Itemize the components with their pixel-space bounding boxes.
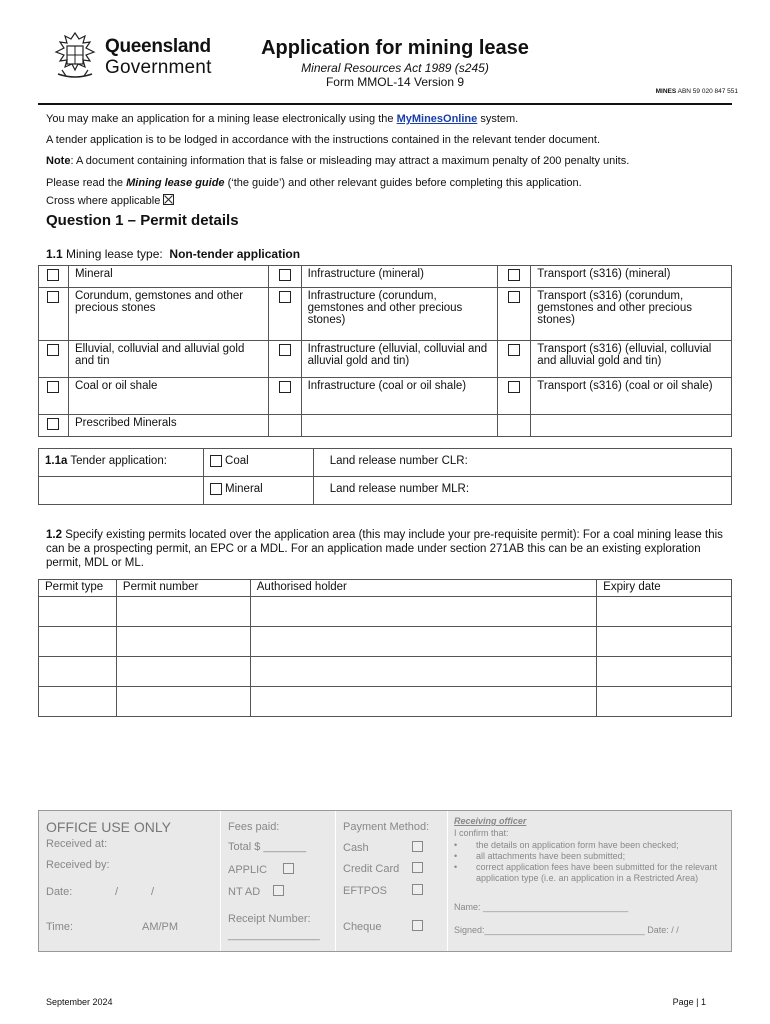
lease-row [39, 378, 732, 415]
lease-option: Mineral [68, 266, 268, 288]
permit-number-cell[interactable] [116, 597, 250, 627]
received-at-label: Received at: [46, 838, 108, 850]
applic-label: APPLIC [228, 864, 268, 876]
checkbox-credit-card[interactable] [412, 862, 423, 873]
queensland-government-logo [50, 30, 210, 82]
lease-option: Transport (s316) (elluvial, colluvial and alluvial gold and tin) [531, 341, 732, 378]
lease-option: Infrastructure (mineral) [301, 266, 498, 288]
existing-permits-table [38, 579, 732, 717]
abn-org: MINES [655, 88, 677, 95]
lease-option: Coal or oil shale [68, 378, 268, 415]
checkbox-infrastructure-coal[interactable] [279, 381, 291, 393]
authorised-holder-cell[interactable] [250, 657, 596, 687]
expiry-date-cell[interactable] [597, 597, 732, 627]
tender-coal-label: Coal [225, 455, 249, 468]
fees-paid-label: Fees paid: [228, 821, 280, 833]
receipt-number-label: Receipt Number: [228, 913, 311, 925]
lease-option: Transport (s316) (coal or oil shale) [531, 378, 732, 415]
lease-row [39, 415, 732, 437]
lease-option: Infrastructure (corundum, gemstones and other precious stones) [301, 288, 498, 341]
lease-option: Transport (s316) (mineral) [531, 266, 732, 288]
form-title: Application for mining lease [261, 37, 529, 59]
permit-number-cell[interactable] [116, 627, 250, 657]
page-number: Page | 1 [672, 997, 706, 1007]
mlr-field[interactable] [313, 477, 731, 505]
header-expiry-date: Expiry date [597, 580, 732, 597]
office-use-title: OFFICE USE ONLY [46, 819, 171, 835]
payment-method-label: Payment Method: [343, 821, 430, 833]
lease-row [39, 288, 732, 341]
question-1-heading: Question 1 – Permit details [46, 212, 239, 229]
form-number: Form MMOL-14 Version 9 [325, 75, 465, 89]
tender-mineral-cell [203, 477, 313, 505]
lease-option: Infrastructure (coal or oil shale) [301, 378, 498, 415]
tender-mineral-label: Mineral [225, 483, 263, 496]
checkbox-elluvial[interactable] [47, 344, 59, 356]
ntad-label: NT AD [228, 886, 261, 898]
authorised-holder-cell[interactable] [250, 597, 596, 627]
guide-line [46, 177, 582, 189]
q1-1a-label: Tender application: [67, 455, 167, 467]
intro-line-1-end: system. [477, 113, 519, 125]
checkbox-coal[interactable] [47, 381, 59, 393]
office-use-panel [38, 810, 732, 952]
abn-number: ABN 59 020 847 551 [677, 88, 738, 95]
header-authorised-holder: Authorised holder [250, 580, 596, 597]
cross-text: Cross where applicable [46, 195, 161, 207]
q1-2-body: Specify existing permits located over the application area (this may include your pre-requisite permit): For a coal mining lease this can be a prospecting permit, an EPC or a MDL. For an application made under section 271AB this can be an existing exploration permit, MDL or ML. [46, 529, 723, 569]
checkbox-corundum[interactable] [47, 291, 59, 303]
q1-2-text [46, 528, 726, 570]
list-item: correct application fees have been submitted for the relevant application type (i.e. an application in a Restricted Area) [476, 862, 718, 883]
permit-type-cell[interactable] [39, 597, 117, 627]
date-separator: / [151, 886, 155, 898]
checkbox-transport-coal[interactable] [508, 381, 520, 393]
table-row [39, 597, 732, 627]
received-by-label: Received by: [46, 859, 110, 871]
checkbox-infrastructure-corundum[interactable] [279, 291, 291, 303]
lease-type-table [38, 265, 732, 437]
lease-option: Elluvial, colluvial and alluvial gold and tin [68, 341, 268, 378]
time-label: Time: [46, 921, 74, 933]
crossed-box-icon [163, 194, 174, 205]
form-subtitle: Mineral Resources Act 1989 (s245) [301, 61, 489, 75]
abn-line [656, 88, 738, 95]
lease-option: Corundum, gemstones and other precious stones [68, 288, 268, 341]
checkbox-prescribed-minerals[interactable] [47, 418, 59, 430]
confirm-text: I confirm that: [454, 828, 509, 838]
mining-lease-guide: Mining lease guide [126, 177, 225, 189]
logo-text-government: Government [105, 57, 212, 78]
checkbox-cash[interactable] [412, 841, 423, 852]
officer-signed-field[interactable]: Signed:________________________________ Date: / / [454, 925, 679, 935]
checkbox-tender-coal[interactable] [210, 455, 222, 467]
mlr-label: Land release number MLR: [329, 483, 470, 495]
eftpos-label: EFTPOS [343, 885, 388, 897]
authorised-holder-cell[interactable] [250, 687, 596, 717]
checkbox-infrastructure-mineral[interactable] [279, 269, 291, 281]
header-rule [38, 103, 732, 105]
permit-number-cell[interactable] [116, 657, 250, 687]
tender-coal-cell [203, 449, 313, 477]
checkbox-transport-mineral[interactable] [508, 269, 520, 281]
cash-label: Cash [343, 842, 369, 854]
checkbox-ntad[interactable] [273, 885, 284, 896]
cheque-label: Cheque [343, 921, 382, 933]
permit-type-cell[interactable] [39, 657, 117, 687]
clr-label: Land release number CLR: [329, 455, 468, 467]
intro-line-1-text: You may make an application for a mining lease electronically using the [46, 113, 397, 125]
receipt-number-field[interactable]: _______________ [228, 929, 320, 941]
date-separator: / [115, 886, 119, 898]
checkbox-mineral[interactable] [47, 269, 59, 281]
checkbox-eftpos[interactable] [412, 884, 423, 895]
note-text: : A document containing information that is false or misleading may attract a maximum penalty of 200 penalty units. [70, 155, 630, 167]
note-label: Note [46, 155, 71, 167]
footer-date: September 2024 [46, 997, 113, 1007]
table-row [39, 627, 732, 657]
lease-row [39, 266, 732, 288]
clr-field[interactable] [313, 449, 731, 477]
expiry-date-cell[interactable] [597, 627, 732, 657]
note-line [46, 155, 629, 167]
lease-option: Prescribed Minerals [68, 415, 268, 437]
lease-option: Transport (s316) (corundum, gemstones and other precious stones) [531, 288, 732, 341]
ampm-label: AM/PM [142, 921, 179, 933]
receiving-officer-heading: Receiving officer [454, 816, 527, 826]
authorised-holder-cell[interactable] [250, 627, 596, 657]
checkbox-applic[interactable] [283, 863, 294, 874]
intro-line-1 [46, 113, 518, 125]
checkbox-transport-elluvial[interactable] [508, 344, 520, 356]
q1-1-number: 1.1 [46, 247, 63, 261]
table-row [39, 687, 732, 717]
tender-label-cell [39, 449, 204, 477]
expiry-date-cell[interactable] [597, 657, 732, 687]
guide-post: (‘the guide’) and other relevant guides before completing this application. [224, 177, 582, 189]
checkbox-tender-mineral[interactable] [210, 483, 222, 495]
list-item: the details on application form have been checked; [476, 840, 679, 850]
logo-text-queensland: Queensland [105, 36, 211, 57]
permit-type-cell[interactable] [39, 627, 117, 657]
guide-pre: Please read the [46, 177, 127, 189]
checkbox-infrastructure-elluvial[interactable] [279, 344, 291, 356]
cross-where-applicable [46, 194, 174, 207]
permit-number-cell[interactable] [116, 687, 250, 717]
lease-option: Infrastructure (elluvial, colluvial and alluvial gold and tin) [301, 341, 498, 378]
intro-line-2: A tender application is to be lodged in accordance with the instructions contained in the relevant tender document. [46, 134, 601, 146]
header-permit-number: Permit number [116, 580, 250, 597]
permits-header-row [39, 580, 732, 597]
table-row [39, 657, 732, 687]
coat-of-arms-icon [50, 30, 100, 82]
expiry-date-cell[interactable] [597, 687, 732, 717]
permit-type-cell[interactable] [39, 687, 117, 717]
q1-2-number: 1.2 [46, 529, 62, 541]
q1-1a-number: 1.1a [45, 455, 68, 467]
lease-row [39, 341, 732, 378]
credit-card-label: Credit Card [343, 863, 400, 875]
q1-1-line [46, 247, 300, 261]
header-permit-type: Permit type [39, 580, 117, 597]
date-label: Date: [46, 886, 73, 898]
checkbox-transport-corundum[interactable] [508, 291, 520, 303]
q1-1-label: Mining lease type: [62, 247, 163, 261]
checkbox-cheque[interactable] [412, 920, 423, 931]
confirm-list: • the details on application form have been checked; • all attachments have been submitted; • correct application fees have been submitted for the relevant application type (i.e. an application in a Restricted Area) [454, 840, 718, 883]
myminesonline-link[interactable]: MyMinesOnline [396, 113, 478, 125]
total-field[interactable]: Total $ _______ [228, 841, 307, 853]
list-item: all attachments have been submitted; [476, 851, 626, 861]
officer-name-field[interactable]: Name: _____________________________ [454, 902, 629, 912]
tender-table [38, 448, 732, 505]
q1-1-value: Non-tender application [169, 247, 301, 261]
